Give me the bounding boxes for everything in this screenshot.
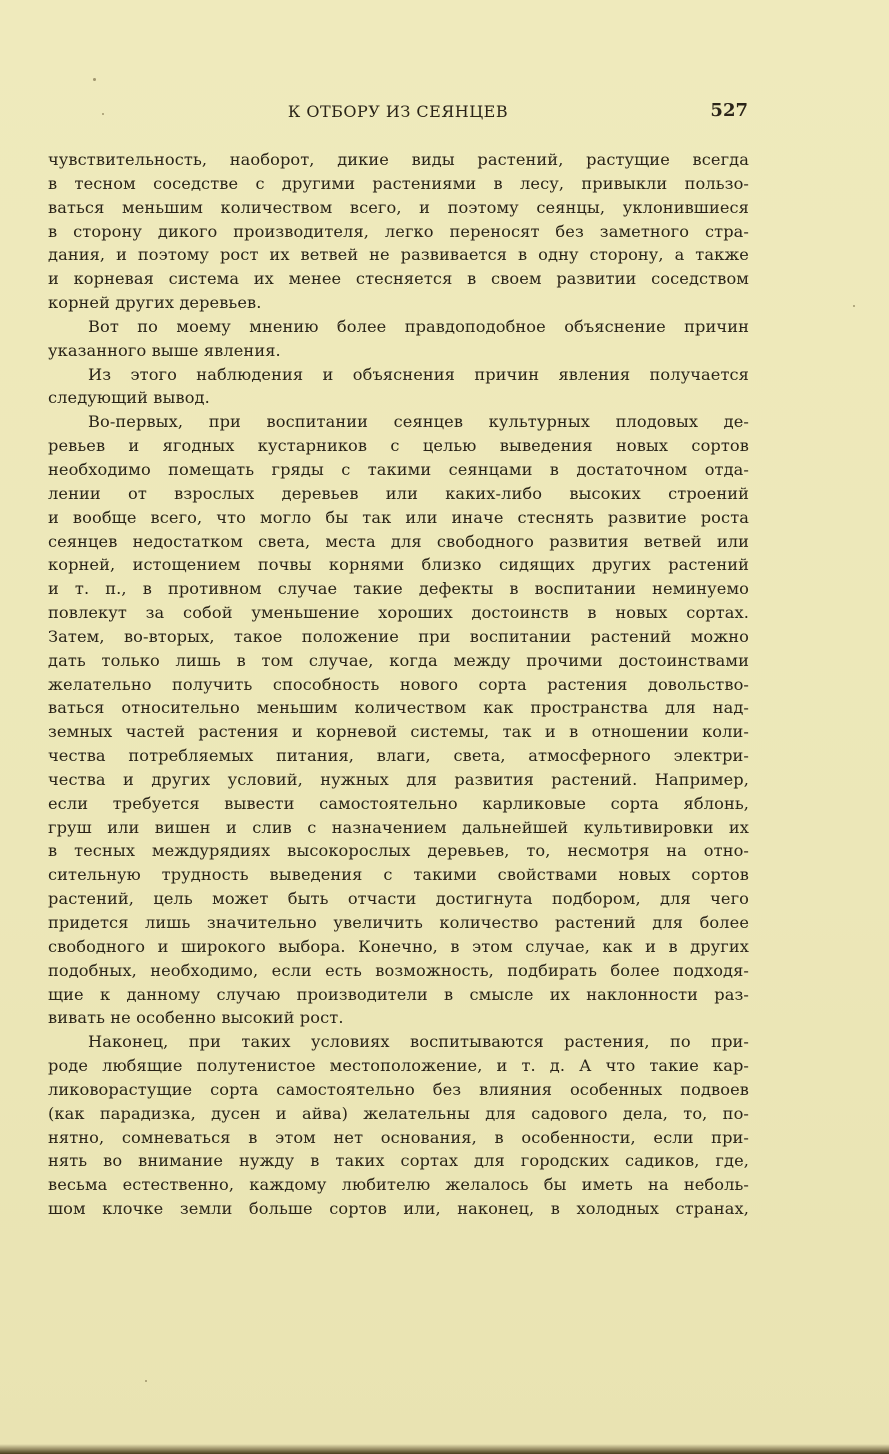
text-line: указанного выше явления.	[48, 340, 281, 360]
text-line: (как парадизка, дусен и айва) желательны для садового дела, то, по-	[48, 1103, 749, 1123]
text-line: ваться относительно меньшим количеством как пространства для над-	[48, 698, 749, 718]
text-line: нять во внимание нужду в таких сортах для городских садиков, где,	[48, 1151, 749, 1171]
running-title: К ОТБОРУ ИЗ СЕЯНЦЕВ	[287, 102, 509, 121]
text-line: дания, и поэтому рост их ветвей не развивается в одну сторону, а также	[48, 245, 749, 265]
text-line: чества и других условий, нужных для развития растений. Например,	[48, 769, 749, 789]
text-line: щие к данному случаю производители в смысле их наклонности раз-	[48, 984, 749, 1004]
text-line: лении от взрослых деревьев или каких-либо высоких строений	[48, 483, 749, 503]
text-line: сеянцев недостатком света, места для свободного развития ветвей или	[48, 531, 749, 551]
text-line: земных частей растения и корневой системы, так и в отношении коли-	[48, 722, 749, 742]
text-line: в сторону дикого производителя, легко переносят без заметного стра-	[48, 221, 749, 241]
text-line: Наконец, при таких условиях воспитываются растения, по при-	[88, 1032, 749, 1052]
text-line: и т. п., в противном случае такие дефекты в воспитании неминуемо	[48, 579, 749, 599]
text-line: Из этого наблюдения и объяснения причин явления получается	[88, 364, 749, 384]
text-line: дать только лишь в том случае, когда между прочими достоинствами	[48, 650, 749, 670]
text-line: ревьев и ягодных кустарников с целью выведения новых сортов	[48, 436, 749, 456]
text-line: желательно получить способность нового сорта растения довольство-	[48, 674, 749, 694]
paper-speck	[93, 78, 96, 81]
text-line: корней, истощением почвы корнями близко сидящих других растений	[48, 555, 749, 575]
text-line: ваться меньшим количеством всего, и поэтому сеянцы, уклонившиеся	[48, 197, 749, 217]
text-line: Затем, во-вторых, такое положение при воспитании растений можно	[48, 626, 749, 646]
text-line: роде любящие полутенистое местоположение, и т. д. А что такие кар-	[48, 1056, 749, 1076]
text-line: повлекут за собой уменьшение хороших достоинств в новых сортах.	[48, 603, 749, 623]
text-line: придется лишь значительно увеличить количество растений для более	[48, 913, 749, 932]
text-line: Вот по моему мнению более правдоподобное объяснение причин	[88, 316, 749, 336]
text-line: груш или вишен и слив с назначением дальнейшей культивировки их	[48, 817, 749, 837]
page-header	[48, 100, 748, 128]
paper-speck	[853, 305, 855, 307]
text-line: растений, цель может быть отчасти достигнута подбором, для чего	[48, 889, 749, 909]
text-line: чувствительность, наоборот, дикие виды растений, растущие всегда	[48, 150, 749, 169]
text-line: чества потребляемых питания, влаги, света, атмосферного электри-	[48, 746, 749, 766]
text-line: свободного и широкого выбора. Конечно, в этом случае, как и в других	[48, 936, 749, 956]
body-text	[48, 148, 749, 1221]
paper-speck	[145, 1380, 147, 1382]
text-line: ликоворастущие сорта самостоятельно без влияния особенных подвоев	[48, 1079, 749, 1099]
text-line: необходимо помещать гряды с такими сеянцами в достаточном отда-	[48, 459, 749, 479]
text-line: шом клочке земли больше сортов или, наконец, в холодных странах,	[48, 1199, 749, 1219]
text-line: Во-первых, при воспитании сеянцев культурных плодовых де-	[88, 412, 749, 432]
text-line: следующий вывод.	[48, 388, 210, 408]
page-number: 527	[710, 100, 748, 121]
text-line: в тесном соседстве с другими растениями в лесу, привыкли пользо-	[48, 173, 749, 193]
text-line: вивать не особенно высокий рост.	[48, 1008, 344, 1028]
text-line: если требуется вывести самостоятельно карликовые сорта яблонь,	[48, 793, 749, 813]
text-line: сительную трудность выведения с такими свойствами новых сортов	[48, 865, 749, 885]
text-line: нятно, сомневаться в этом нет основания, в особенности, если при-	[48, 1127, 749, 1147]
text-line: в тесных междурядиях высокорослых деревьев, то, несмотря на отно-	[48, 841, 749, 861]
text-line: и корневая система их менее стесняется в своем развитии соседством	[48, 269, 749, 289]
page-bottom-edge	[0, 1444, 889, 1454]
text-line: корней других деревьев.	[48, 293, 262, 313]
paper-speck	[102, 113, 104, 115]
text-line: и вообще всего, что могло бы так или иначе стеснять развитие роста	[48, 507, 749, 527]
text-line: весьма естественно, каждому любителю желалось бы иметь на неболь-	[48, 1175, 749, 1195]
text-line: подобных, необходимо, если есть возможность, подбирать более подходя-	[48, 960, 749, 980]
